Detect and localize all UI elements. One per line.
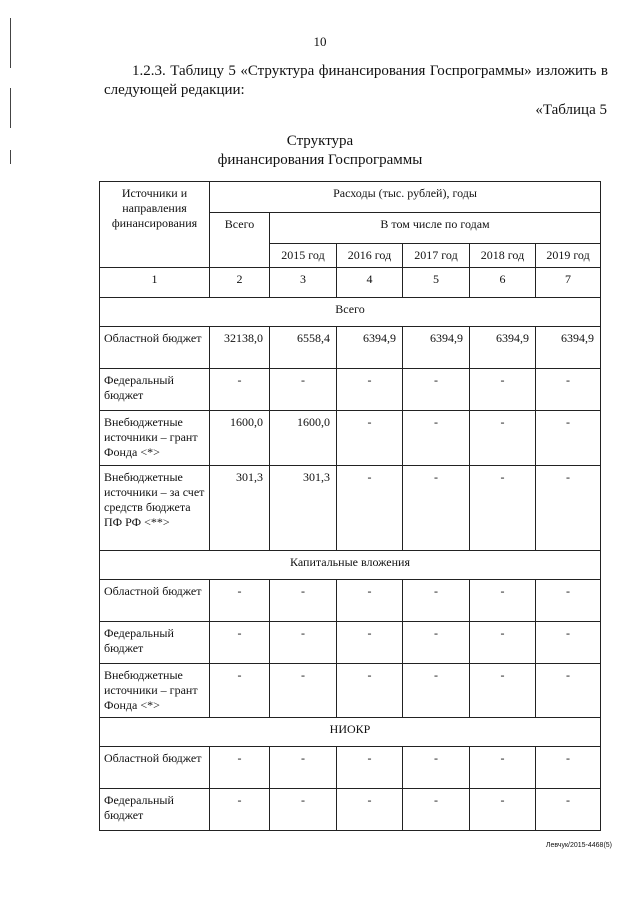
value-cell: - bbox=[470, 747, 536, 789]
value-cell: 301,3 bbox=[270, 466, 337, 551]
value-cell: - bbox=[470, 369, 536, 411]
value-cell: - bbox=[470, 580, 536, 622]
value-cell: - bbox=[210, 789, 270, 831]
value-cell: - bbox=[337, 789, 403, 831]
table-caption: «Таблица 5 bbox=[535, 102, 607, 118]
value-cell: - bbox=[470, 622, 536, 664]
value-cell: - bbox=[403, 466, 470, 551]
header-by-years: В том числе по годам bbox=[270, 213, 601, 244]
value-cell: - bbox=[270, 580, 337, 622]
column-number: 2 bbox=[210, 268, 270, 298]
value-cell: - bbox=[337, 411, 403, 466]
value-cell: - bbox=[403, 789, 470, 831]
row-label: Федеральный бюджет bbox=[100, 622, 210, 664]
value-cell: - bbox=[403, 411, 470, 466]
financing-table bbox=[99, 181, 601, 831]
section-title: Всего bbox=[100, 298, 601, 327]
table-row bbox=[100, 789, 601, 831]
value-cell: - bbox=[536, 789, 601, 831]
header-year: 2017 год bbox=[403, 244, 470, 268]
value-cell: - bbox=[337, 466, 403, 551]
value-cell: - bbox=[403, 369, 470, 411]
row-label: Областной бюджет bbox=[100, 747, 210, 789]
value-cell: - bbox=[210, 664, 270, 718]
row-label: Федеральный бюджет bbox=[100, 789, 210, 831]
section-title: НИОКР bbox=[100, 718, 601, 747]
value-cell: - bbox=[536, 369, 601, 411]
column-number: 6 bbox=[470, 268, 536, 298]
row-label: Областной бюджет bbox=[100, 580, 210, 622]
column-number: 3 bbox=[270, 268, 337, 298]
header-year: 2019 год bbox=[536, 244, 601, 268]
header-year: 2015 год bbox=[270, 244, 337, 268]
column-number: 7 bbox=[536, 268, 601, 298]
value-cell: - bbox=[403, 622, 470, 664]
value-cell: 6394,9 bbox=[403, 327, 470, 369]
document-code: Левчук/2015-4468(5) bbox=[545, 842, 612, 849]
header-sources: Источники и направления финансирования bbox=[100, 182, 210, 268]
page-number: 10 bbox=[313, 34, 327, 49]
row-label: Областной бюджет bbox=[100, 327, 210, 369]
value-cell: - bbox=[270, 789, 337, 831]
value-cell: 1600,0 bbox=[270, 411, 337, 466]
section-header-row bbox=[100, 551, 601, 580]
section-header-row bbox=[100, 298, 601, 327]
value-cell: - bbox=[210, 369, 270, 411]
value-cell: - bbox=[536, 622, 601, 664]
row-label: Федеральный бюджет bbox=[100, 369, 210, 411]
section-header-row bbox=[100, 718, 601, 747]
value-cell: - bbox=[337, 622, 403, 664]
value-cell: - bbox=[270, 664, 337, 718]
value-cell: - bbox=[210, 622, 270, 664]
value-cell: - bbox=[470, 466, 536, 551]
table-title bbox=[0, 132, 640, 170]
scan-edge-mark bbox=[10, 88, 11, 128]
value-cell: - bbox=[337, 747, 403, 789]
header-total: Всего bbox=[210, 213, 270, 268]
title-line-2: финансирования Госпрограммы bbox=[217, 152, 423, 168]
value-cell: - bbox=[337, 369, 403, 411]
value-cell: - bbox=[536, 411, 601, 466]
value-cell: - bbox=[470, 789, 536, 831]
value-cell: - bbox=[403, 580, 470, 622]
value-cell: - bbox=[470, 411, 536, 466]
value-cell: 301,3 bbox=[210, 466, 270, 551]
table-row bbox=[100, 466, 601, 551]
value-cell: - bbox=[536, 664, 601, 718]
value-cell: - bbox=[536, 580, 601, 622]
table-row bbox=[100, 747, 601, 789]
value-cell: - bbox=[270, 747, 337, 789]
table-row bbox=[100, 327, 601, 369]
value-cell: 6558,4 bbox=[270, 327, 337, 369]
value-cell: 6394,9 bbox=[536, 327, 601, 369]
value-cell: 32138,0 bbox=[210, 327, 270, 369]
value-cell: - bbox=[536, 747, 601, 789]
title-line-1: Структура bbox=[286, 133, 354, 149]
value-cell: - bbox=[270, 622, 337, 664]
table-row bbox=[100, 411, 601, 466]
value-cell: - bbox=[337, 580, 403, 622]
value-cell: 6394,9 bbox=[337, 327, 403, 369]
header-expenses: Расходы (тыс. рублей), годы bbox=[210, 182, 601, 213]
value-cell: - bbox=[210, 580, 270, 622]
intro-paragraph: 1.2.3. Таблицу 5 «Структура финансирования Госпрограммы» изложить в следующей редакции: bbox=[104, 63, 608, 98]
row-label: Внебюджетные источники – за счет средств бюджета ПФ РФ <**> bbox=[100, 466, 210, 551]
value-cell: 1600,0 bbox=[210, 411, 270, 466]
value-cell: - bbox=[403, 664, 470, 718]
header-year: 2018 год bbox=[470, 244, 536, 268]
value-cell: - bbox=[536, 466, 601, 551]
value-cell: - bbox=[470, 664, 536, 718]
table-row bbox=[100, 369, 601, 411]
section-title: Капитальные вложения bbox=[100, 551, 601, 580]
column-number: 1 bbox=[100, 268, 210, 298]
value-cell: - bbox=[210, 747, 270, 789]
header-year: 2016 год bbox=[337, 244, 403, 268]
row-label: Внебюджетные источники – грант Фонда <*> bbox=[100, 664, 210, 718]
column-number: 5 bbox=[403, 268, 470, 298]
table-row bbox=[100, 622, 601, 664]
value-cell: - bbox=[403, 747, 470, 789]
table-row bbox=[100, 664, 601, 718]
table-row bbox=[100, 580, 601, 622]
value-cell: - bbox=[337, 664, 403, 718]
column-number: 4 bbox=[337, 268, 403, 298]
value-cell: 6394,9 bbox=[470, 327, 536, 369]
value-cell: - bbox=[270, 369, 337, 411]
row-label: Внебюджетные источники – грант Фонда <*> bbox=[100, 411, 210, 466]
